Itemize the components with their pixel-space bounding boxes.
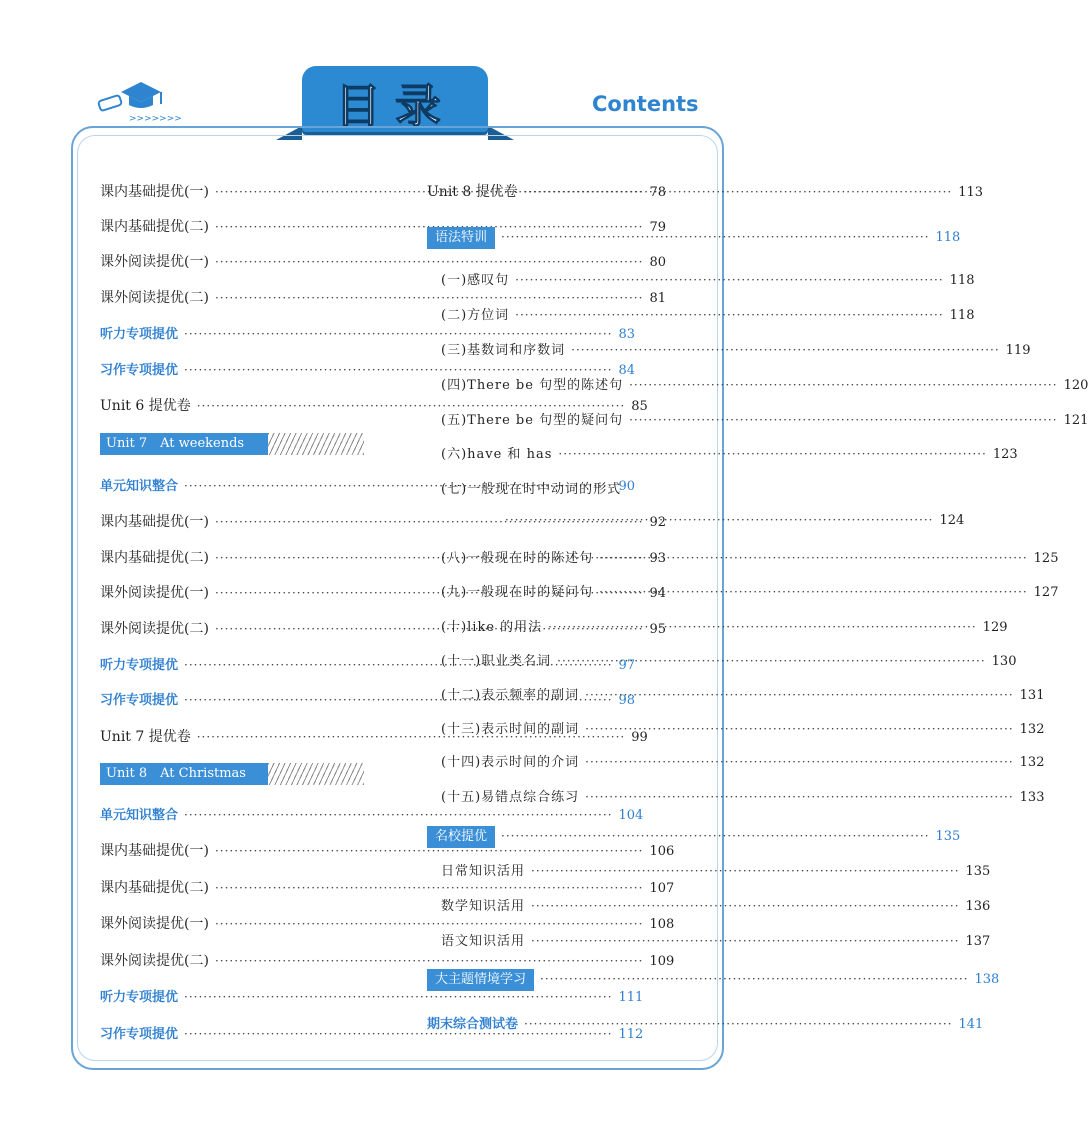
page-number: 98 xyxy=(618,693,636,708)
leader-dots xyxy=(215,917,644,931)
page-number: 92 xyxy=(649,515,666,530)
toc-entry-label: 期末综合测试卷 xyxy=(427,1017,519,1032)
page-number: 106 xyxy=(649,844,675,859)
page-number: 132 xyxy=(1019,755,1045,770)
leader-dots xyxy=(215,881,644,895)
page-number: 130 xyxy=(991,654,1017,669)
toc-entry[interactable] xyxy=(100,986,644,1005)
toc-entry[interactable] xyxy=(100,913,675,933)
page-number: 119 xyxy=(1005,343,1031,358)
toc-entry[interactable] xyxy=(100,804,644,823)
toc-entry[interactable] xyxy=(441,547,1059,566)
page-number: 138 xyxy=(974,972,1000,987)
page-number: 124 xyxy=(939,513,965,528)
leader-dots xyxy=(585,755,1014,769)
unit-header: Unit 7 At weekends xyxy=(100,433,268,455)
page-number: 132 xyxy=(1019,722,1045,737)
leader-dots xyxy=(585,722,1014,736)
toc-entry-label: 课内基础提优(一) xyxy=(100,184,209,200)
toc-entry[interactable] xyxy=(441,374,1088,393)
page-number: 127 xyxy=(1033,585,1059,600)
leader-dots xyxy=(215,954,644,968)
page-number: 85 xyxy=(631,399,648,414)
leader-dots xyxy=(505,513,934,527)
leader-dots xyxy=(557,654,986,668)
leader-dots xyxy=(215,291,644,305)
leader-dots xyxy=(524,1017,953,1031)
hatch-decoration xyxy=(268,763,364,785)
toc-entry-label: (十二)表示频率的副词 xyxy=(441,688,580,703)
section-tag: 语法特训 xyxy=(427,227,495,249)
toc-entry[interactable] xyxy=(100,323,636,342)
toc-section-entry[interactable] xyxy=(427,227,961,249)
toc-entry[interactable] xyxy=(441,269,975,288)
toc-entry-label: 课内基础提优(一) xyxy=(100,514,209,530)
page-number: 135 xyxy=(965,864,991,879)
toc-entry-label: (八)一般现在时的陈述句 xyxy=(441,551,594,566)
toc-entry-label: (十三)表示时间的副词 xyxy=(441,722,580,737)
toc-entry-label: 听力专项提优 xyxy=(100,658,179,673)
toc-section-entry[interactable] xyxy=(427,969,1000,991)
graduation-cap-icon xyxy=(95,78,182,124)
page-number: 83 xyxy=(618,327,636,342)
toc-entry[interactable] xyxy=(100,840,675,860)
toc-entry-label: Unit 7 提优卷 xyxy=(100,729,191,745)
toc-entry[interactable] xyxy=(100,359,636,378)
leader-dots xyxy=(629,378,1058,392)
leader-dots xyxy=(585,790,1014,804)
toc-entry-label: 课内基础提优(二) xyxy=(100,550,209,566)
page-number: 104 xyxy=(618,808,644,823)
page-number: 120 xyxy=(1063,378,1088,393)
leader-dots xyxy=(558,447,987,461)
leader-dots xyxy=(215,255,644,269)
hatch-decoration xyxy=(268,433,364,455)
page-number: 131 xyxy=(1019,688,1045,703)
page-number: 99 xyxy=(631,730,648,745)
toc-entry[interactable] xyxy=(441,581,1059,600)
toc-entry[interactable] xyxy=(441,650,1017,669)
toc-entry[interactable] xyxy=(441,895,991,914)
toc-entry-label: (十五)易错点综合练习 xyxy=(441,790,580,805)
leader-dots xyxy=(599,585,1028,599)
toc-entry-label: (四)There be 句型的陈述句 xyxy=(441,378,624,393)
leader-dots xyxy=(548,620,977,634)
page-number: 121 xyxy=(1063,413,1088,428)
page-number: 97 xyxy=(618,658,636,673)
leader-dots xyxy=(585,688,1014,702)
toc-entry-label: (十一)职业类名词 xyxy=(441,654,552,669)
leader-dots xyxy=(599,551,1028,565)
toc-entry-label: 语文知识活用 xyxy=(441,934,526,949)
page-number: 111 xyxy=(618,990,644,1005)
page-title: 目录 xyxy=(335,79,455,133)
toc-entry-label: 习作专项提优 xyxy=(100,363,179,378)
page-number: 123 xyxy=(992,447,1018,462)
toc-entry-label: (七)一般现在时中动词的形式 xyxy=(441,482,622,497)
page-number: 118 xyxy=(935,230,961,245)
toc-entry-label: 课外阅读提优(二) xyxy=(100,621,209,637)
page-number: 129 xyxy=(982,620,1008,635)
toc-entry-label: 习作专项提优 xyxy=(100,1027,179,1042)
leader-dots xyxy=(629,413,1058,427)
title-banner xyxy=(302,66,488,132)
leader-dots xyxy=(531,934,960,948)
toc-entry[interactable] xyxy=(441,443,1018,462)
page-number: 80 xyxy=(649,255,666,270)
toc-entry[interactable] xyxy=(100,395,648,415)
toc-entry-label: (十)like 的用法 xyxy=(441,620,543,635)
page-number: 108 xyxy=(649,917,675,932)
unit-header: Unit 8 At Christmas xyxy=(100,763,268,785)
page-number: 118 xyxy=(949,308,975,323)
toc-entry[interactable] xyxy=(441,860,991,879)
toc-entry-label: 听力专项提优 xyxy=(100,327,179,342)
leader-dots xyxy=(524,185,953,199)
toc-entry[interactable] xyxy=(100,511,666,531)
toc-section-entry[interactable] xyxy=(427,826,961,848)
page-number: 79 xyxy=(649,220,666,235)
page-number: 136 xyxy=(965,899,991,914)
leader-dots xyxy=(515,308,944,322)
toc-entry[interactable] xyxy=(100,950,675,970)
leader-dots xyxy=(184,990,613,1004)
section-tag: 名校提优 xyxy=(427,826,495,848)
toc-entry-label: (二)方位词 xyxy=(441,308,510,323)
toc-entry[interactable] xyxy=(100,287,666,307)
toc-entry[interactable] xyxy=(100,251,666,271)
toc-entry-label: 日常知识活用 xyxy=(441,864,526,879)
page-number: 107 xyxy=(649,881,675,896)
page-number: 125 xyxy=(1033,551,1059,566)
leader-dots xyxy=(501,230,930,244)
page-number: 112 xyxy=(618,1027,644,1042)
toc-entry-label: 单元知识整合 xyxy=(100,479,179,494)
contents-label: Contents xyxy=(592,92,699,116)
toc-entry[interactable] xyxy=(441,478,694,497)
toc-entry[interactable] xyxy=(499,513,965,528)
toc-entry[interactable] xyxy=(441,718,1045,737)
toc-entry-label: 课内基础提优(一) xyxy=(100,843,209,859)
page-number: 95 xyxy=(649,622,666,637)
toc-entry-label: 课外阅读提优(一) xyxy=(100,916,209,932)
toc-entry[interactable] xyxy=(441,684,1045,703)
page-number: 84 xyxy=(618,363,636,378)
page-number: 133 xyxy=(1019,790,1045,805)
page-number: 78 xyxy=(649,185,666,200)
toc-entry-label: 数学知识活用 xyxy=(441,899,526,914)
toc-entry-label: (九)一般现在时的疑问句 xyxy=(441,585,594,600)
page-number: 113 xyxy=(958,185,984,200)
page-number: 94 xyxy=(649,586,666,601)
leader-dots xyxy=(540,972,969,986)
toc-entry-label: 课外阅读提优(一) xyxy=(100,254,209,270)
toc-entry[interactable] xyxy=(100,216,666,236)
toc-entry[interactable] xyxy=(441,304,975,323)
toc-entry-label: 课外阅读提优(二) xyxy=(100,290,209,306)
page-number: 118 xyxy=(949,273,975,288)
toc-entry[interactable] xyxy=(441,616,1008,635)
toc-entry[interactable] xyxy=(441,409,1088,428)
toc-entry-label: 课内基础提优(二) xyxy=(100,880,209,896)
toc-entry-label: 课内基础提优(二) xyxy=(100,219,209,235)
page-number: 109 xyxy=(649,954,675,969)
toc-entry[interactable] xyxy=(427,181,984,201)
toc-entry-label: Unit 6 提优卷 xyxy=(100,398,191,414)
page-number: 93 xyxy=(649,551,666,566)
leader-dots xyxy=(531,899,960,913)
toc-entry[interactable] xyxy=(441,751,1045,770)
leader-dots xyxy=(531,864,960,878)
section-tag: 大主题情境学习 xyxy=(427,969,534,991)
toc-entry[interactable] xyxy=(100,877,675,897)
toc-entry-label: (一)感叹句 xyxy=(441,273,510,288)
toc-entry-label: (五)There be 句型的疑问句 xyxy=(441,413,624,428)
toc-entry[interactable] xyxy=(441,930,991,949)
leader-dots xyxy=(184,808,613,822)
toc-entry-label: 课外阅读提优(二) xyxy=(100,953,209,969)
page-number: 135 xyxy=(935,829,961,844)
toc-entry-label: (三)基数词和序数词 xyxy=(441,343,566,358)
page-number: 81 xyxy=(649,291,666,306)
toc-entry-label: 单元知识整合 xyxy=(100,808,179,823)
toc-entry-label: Unit 8 提优卷 xyxy=(427,184,518,200)
toc-entry-label: 听力专项提优 xyxy=(100,990,179,1005)
toc-entry[interactable] xyxy=(441,786,1045,805)
leader-dots xyxy=(571,343,1000,357)
leader-dots xyxy=(501,829,930,843)
toc-entry-label: (六)have 和 has xyxy=(441,447,553,462)
page-number: 137 xyxy=(965,934,991,949)
leader-dots xyxy=(515,273,944,287)
toc-entry-label: (十四)表示时间的介词 xyxy=(441,755,580,770)
svg-text:>>>>>>>: >>>>>>> xyxy=(129,114,182,124)
toc-entry-label: 习作专项提优 xyxy=(100,693,179,708)
toc-entry-label: 课外阅读提优(一) xyxy=(100,585,209,601)
page-number: 90 xyxy=(618,479,636,494)
toc-entry[interactable] xyxy=(427,1013,984,1032)
toc-entry[interactable] xyxy=(441,339,1031,358)
page-number: 141 xyxy=(958,1017,984,1032)
